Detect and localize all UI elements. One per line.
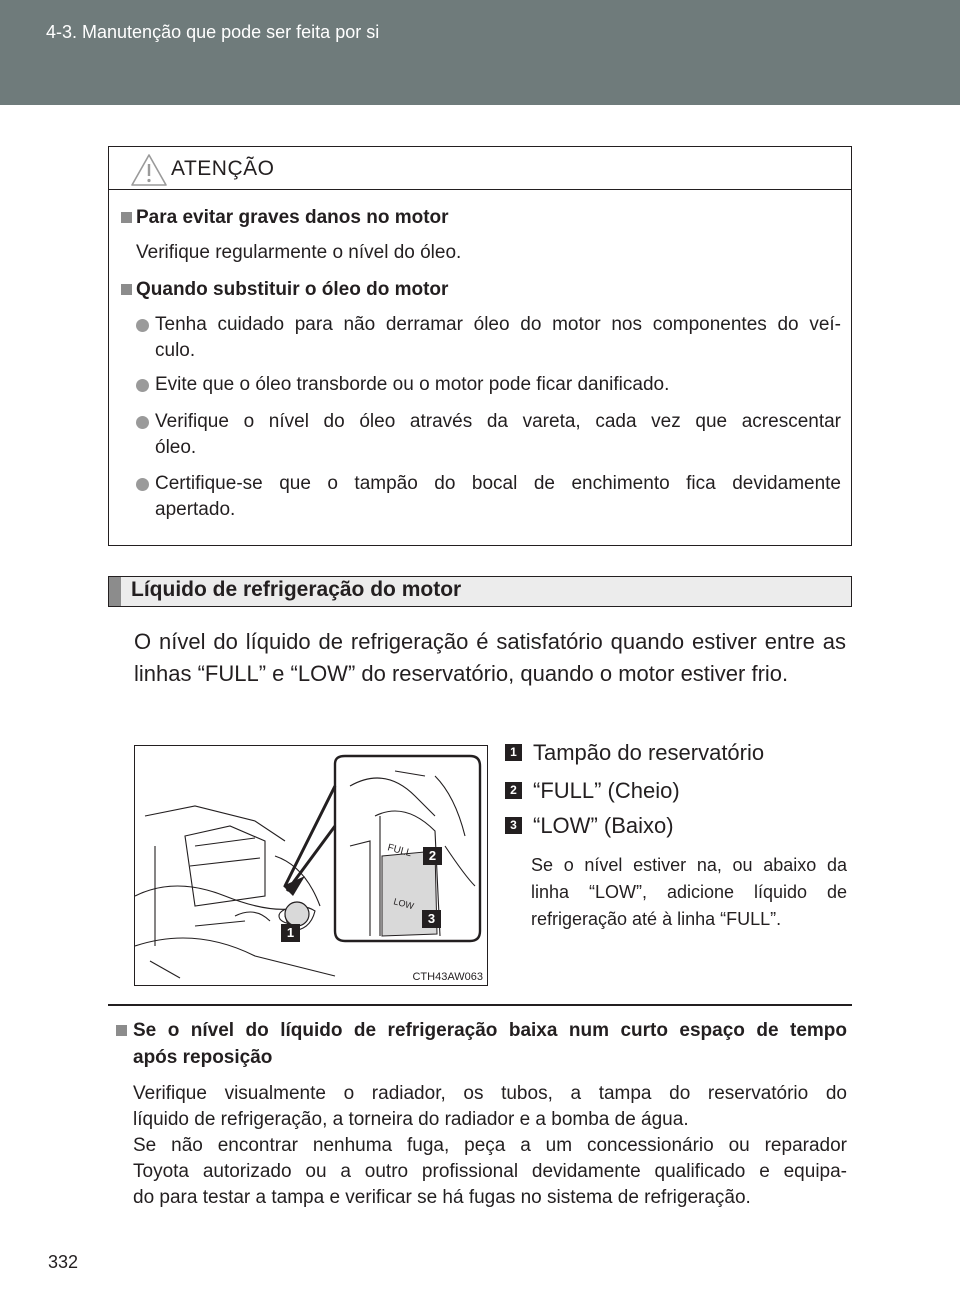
section-body: O nível do líquido de refrigeração é satisfatório quando estiver entre as linhas “FULL” e “LOW” do reservatório, quando o motor estiver frio. (134, 629, 846, 686)
square-bullet-icon (116, 1025, 127, 1036)
round-bullet-icon (136, 319, 149, 332)
warning-bullet-1-line-2: culo. (155, 340, 196, 361)
info-heading-line-1: Se o nível do líquido de refrigeração baixa num curto espaço de tempo (133, 1020, 847, 1041)
warning-bullet-4-line-1: Certifique-se que o tampão do bocal de enchimento fica devidamente (155, 473, 841, 494)
full-tank-label: FULL (386, 842, 413, 860)
warning-bullet-3-line-1: Verifique o nível do óleo através da vareta, cada vez que acrescentar (155, 411, 841, 432)
engine-coolant-figure (134, 745, 488, 986)
figure-code: CTH43AW063 (412, 971, 483, 983)
warning-title: ATENÇÃO (171, 157, 275, 180)
coolant-note: Se o nível estiver na, ou abaixo da linha “LOW”, adicione líquido de refrigeração até à linha “FULL”. (531, 855, 847, 929)
warning-bullet-2: Evite que o óleo transborde ou o motor pode ficar danificado. (155, 374, 670, 395)
info-line-4: Toyota autorizado ou a outro profissional devidamente qualificado e equipa- (133, 1161, 847, 1182)
figure-callout-1: 1 (281, 924, 300, 942)
divider-rule (108, 1004, 852, 1006)
square-bullet-icon (121, 212, 132, 223)
square-bullet-icon (121, 284, 132, 295)
round-bullet-icon (136, 478, 149, 491)
low-tank-label: LOW (392, 896, 415, 912)
info-heading-line-2: após reposição (133, 1047, 273, 1068)
round-bullet-icon (136, 416, 149, 429)
page-header (0, 0, 960, 105)
warning-bullet-4-line-2: apertado. (155, 499, 236, 520)
engine-bay-illustration (135, 746, 488, 986)
warning-triangle-icon (129, 152, 169, 188)
legend-num-2: 2 (505, 782, 522, 799)
legend-label-3: “LOW” (Baixo) (533, 813, 674, 838)
warning-bullet-1-line-1: Tenha cuidado para não derramar óleo do motor nos componentes do veí- (155, 314, 841, 335)
section-heading (108, 576, 852, 607)
figure-callout-2: 2 (423, 847, 442, 865)
section-breadcrumb: 4-3. Manutenção que pode ser feita por si (46, 22, 380, 42)
info-line-2: líquido de refrigeração, a torneira do radiador e a bomba de água. (133, 1109, 689, 1130)
page-number: 332 (48, 1252, 79, 1272)
figure-callout-3: 3 (422, 910, 441, 928)
warning-heading-2: Quando substituir o óleo do motor (136, 279, 449, 300)
info-line-3: Se não encontrar nenhuma fuga, peça a um concessionário ou reparador (133, 1135, 847, 1156)
section-title: Líquido de refrigeração do motor (131, 578, 462, 601)
warning-header (109, 147, 851, 190)
legend-num-1: 1 (505, 744, 522, 761)
legend-num-3: 3 (505, 817, 522, 834)
warning-heading-1: Para evitar graves danos no motor (136, 207, 449, 228)
info-line-5: do para testar a tampa e verificar se há fugas no sistema de refrigeração. (133, 1187, 751, 1208)
legend-label-1: Tampão do reservatório (533, 740, 765, 765)
warning-text-1: Verifique regularmente o nível do óleo. (136, 242, 462, 263)
round-bullet-icon (136, 379, 149, 392)
legend-label-2: “FULL” (Cheio) (533, 778, 680, 803)
warning-bullet-3-line-2: óleo. (155, 437, 197, 458)
section-heading-bar (109, 577, 121, 606)
warning-box (108, 146, 852, 546)
info-line-1: Verifique visualmente o radiador, os tubos, a tampa do reservatório do (133, 1083, 847, 1104)
